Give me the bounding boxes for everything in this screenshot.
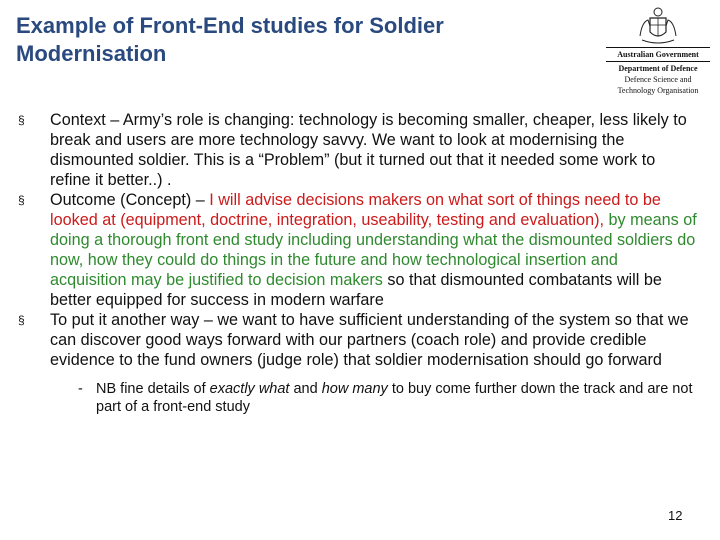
slide-title [16,12,576,68]
outcome-suffix: so that dismounted combatants will be better equipped for success in modern warfare [50,271,662,309]
bullet-marker: § [18,313,25,327]
logo-department-text: Department of Defence [618,64,698,73]
sub-text-italic: how many [321,381,388,397]
logo-dsto-line-2: Technology Organisation [617,86,699,95]
sub-text-part: to buy come further down the track and are not part of a front-end study [96,381,693,415]
page-number: 12 [668,508,683,523]
sub-bullet-nb [78,380,698,416]
logo-government-text: Australian Government [617,50,699,59]
sub-text-part: and [289,381,322,397]
logo-divider-middle [606,61,710,62]
outcome-red-text: I will advise decisions makers on what sort of things need to be looked at (equipment, doctrine, integration, useability, testing and evaluation), [50,191,661,229]
bullet-marker: § [18,193,25,207]
slide-content [18,110,698,416]
outcome-prefix: Outcome (Concept) – [50,191,210,209]
logo-dsto-line-1: Defence Science and [624,75,692,84]
bullet-text: Context – Army’s role is changing: technology is becoming smaller, cheaper, less likely to break and users are more technology savvy. We want to look at modernising the dismounted soldier. This is a “Problem” (but it turned out that it needed some work to refine it better..) . [50,111,687,189]
bullet-outcome [18,190,698,310]
sub-bullet-marker: - [78,381,83,397]
bullet-another-way [18,310,698,370]
logo-divider-top [606,47,710,48]
coat-of-arms-icon [636,6,680,46]
government-logo [604,6,712,98]
bullet-context [18,110,698,190]
slide-title-line-1: Example of Front-End studies for Soldier [16,13,444,38]
outcome-green-text: by means of doing a thorough front end study including understanding what the dismounted soldiers do now, how they could do things in the future and how technological insertion and acquisition may be justified to decision makers [50,211,697,289]
bullet-marker: § [18,113,25,127]
bullet-text: To put it another way – we want to have sufficient understanding of the system so that we can discover good ways forward with our partners (coach role) and provide credible evidence to the fund owners (judge role) that soldier modernisation should go forward [50,311,689,369]
sub-text-italic: exactly what [209,381,290,397]
sub-bullet-text [96,380,698,416]
sub-text-part: NB fine details of [96,381,210,397]
slide-title-line-2: Modernisation [16,41,167,66]
bullet-text [50,190,698,310]
